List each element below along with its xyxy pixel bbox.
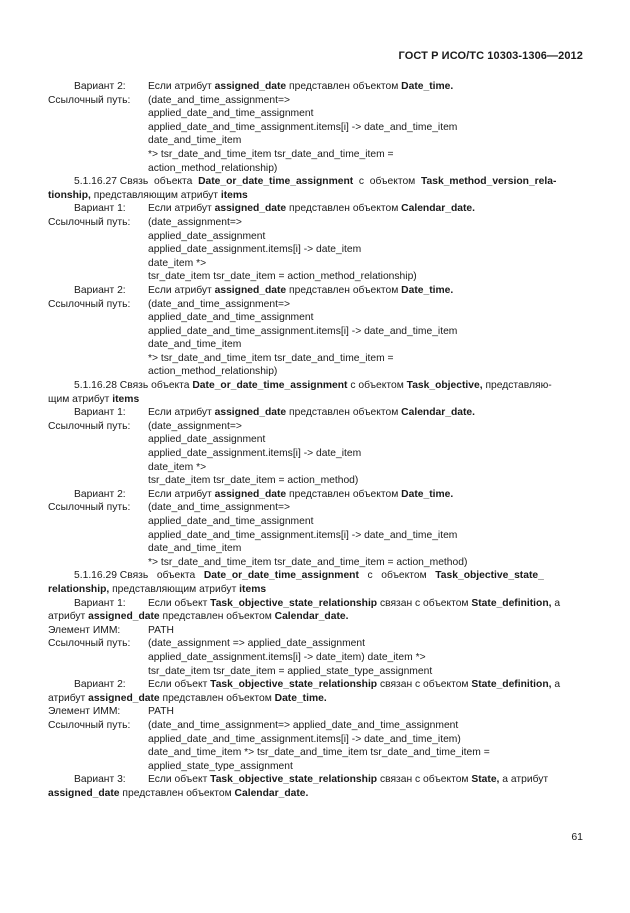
text-line bbox=[48, 202, 585, 216]
field-label: Вариант 3: bbox=[74, 774, 126, 786]
field-text: date_and_time_item bbox=[148, 543, 242, 555]
field-label: Элемент ИММ: bbox=[48, 624, 121, 636]
text-line bbox=[48, 257, 585, 271]
text-line bbox=[48, 284, 585, 298]
text-line bbox=[48, 365, 585, 379]
text-line bbox=[48, 107, 585, 121]
field-text: date_and_time_item bbox=[148, 135, 242, 147]
text-line bbox=[48, 637, 585, 651]
text-line bbox=[48, 230, 585, 244]
text-line bbox=[48, 148, 585, 162]
field-text: applied_date_and_time_assignment bbox=[148, 516, 314, 527]
field-text: Если атрибут assigned_date представлен объектом Date_time. bbox=[148, 81, 454, 92]
text-line bbox=[48, 556, 585, 570]
field-label: Ссылочный путь: bbox=[48, 94, 131, 106]
field-text: tsr_date_item tsr_date_item = applied_state_type_assignment bbox=[148, 665, 433, 677]
section-heading: 5.1.16.28 Связь объекта Date_or_date_time_assignment с объектом Task_objective, представляю- bbox=[74, 380, 552, 392]
text-line bbox=[48, 94, 585, 108]
text-line bbox=[48, 719, 585, 733]
field-text: (date_assignment => applied_date_assignment bbox=[148, 638, 365, 650]
text-line bbox=[48, 406, 585, 420]
field-text: date_and_time_item bbox=[148, 339, 242, 351]
field-label: Ссылочный путь: bbox=[48, 420, 131, 432]
document-header: ГОСТ Р ИСО/ТС 10303-1306—2012 bbox=[398, 50, 583, 62]
field-text: (date_assignment=> bbox=[148, 216, 242, 228]
section-heading: 5.1.16.27 Связь объекта Date_or_date_time_assignment с объектом Task_method_version_rela- bbox=[74, 176, 557, 188]
field-text: *> tsr_date_and_time_item tsr_date_and_time_item = bbox=[148, 352, 394, 364]
field-text: Если атрибут assigned_date представлен объектом Date_time. bbox=[148, 488, 454, 500]
field-label: Ссылочный путь: bbox=[48, 502, 131, 514]
text-line bbox=[48, 243, 585, 257]
field-text: PATH bbox=[148, 706, 174, 718]
text-line bbox=[48, 298, 585, 312]
document-body bbox=[48, 80, 585, 800]
text-line bbox=[48, 705, 585, 719]
field-text: applied_date_and_time_assignment.items[i] -> date_and_time_item bbox=[148, 325, 458, 337]
text-line bbox=[48, 352, 585, 366]
field-label: Вариант 2: bbox=[74, 284, 126, 296]
field-text: applied_date_assignment bbox=[148, 434, 266, 446]
text-line bbox=[48, 325, 585, 339]
field-text: (date_assignment=> bbox=[148, 420, 242, 432]
text-line bbox=[48, 80, 585, 94]
page-number: 61 bbox=[571, 831, 583, 843]
section-heading: 5.1.16.29 Связь объекта Date_or_date_time_assignment с объектом Task_objective_state_ bbox=[74, 570, 544, 582]
field-label: Вариант 1: bbox=[74, 597, 126, 609]
field-text: (date_and_time_assignment=> bbox=[148, 298, 290, 310]
field-text: PATH bbox=[148, 624, 174, 636]
text-line bbox=[48, 311, 585, 325]
field-text: (date_and_time_assignment=> bbox=[148, 502, 290, 514]
text-line bbox=[48, 121, 585, 135]
text-line bbox=[48, 597, 585, 611]
field-text: Если объект Task_objective_state_relationship связан с объектом State, а атрибут bbox=[148, 774, 549, 786]
field-text: applied_date_and_time_assignment bbox=[148, 312, 314, 324]
field-label: Вариант 2: bbox=[74, 679, 126, 691]
text-line bbox=[48, 529, 585, 543]
text-line bbox=[48, 447, 585, 461]
text-line bbox=[48, 162, 585, 176]
paragraph-continuation: tionship, представляющим атрибут items bbox=[48, 189, 248, 201]
field-text: action_method_relationship) bbox=[148, 366, 278, 378]
paragraph-continuation: атрибут assigned_date представлен объектом Date_time. bbox=[48, 692, 327, 704]
field-text: applied_state_type_assignment bbox=[148, 760, 293, 772]
paragraph-continuation: relationship, представляющим атрибут items bbox=[48, 583, 267, 595]
text-line bbox=[48, 515, 585, 529]
field-text: (date_and_time_assignment=> bbox=[148, 94, 290, 106]
text-line bbox=[48, 270, 585, 284]
field-text: applied_date_assignment.items[i] -> date_item bbox=[148, 244, 362, 256]
field-text: tsr_date_item tsr_date_item = action_method) bbox=[148, 475, 359, 487]
text-line bbox=[48, 420, 585, 434]
field-text: applied_date_and_time_assignment.items[i] -> date_and_time_item bbox=[148, 529, 458, 541]
text-line bbox=[48, 338, 585, 352]
field-label: Ссылочный путь: bbox=[48, 216, 131, 228]
text-line bbox=[48, 216, 585, 230]
text-line bbox=[48, 733, 585, 747]
field-label: Вариант 2: bbox=[74, 488, 126, 500]
text-line bbox=[48, 760, 585, 774]
field-label: Элемент ИММ: bbox=[48, 706, 121, 718]
field-text: applied_date_assignment.items[i] -> date_item bbox=[148, 448, 362, 460]
text-line bbox=[48, 624, 585, 638]
field-text: Если объект Task_objective_state_relationship связан с объектом State_definition, а bbox=[148, 679, 561, 691]
paragraph-continuation: щим атрибут items bbox=[48, 393, 140, 405]
field-text: tsr_date_item tsr_date_item = action_method_relationship) bbox=[148, 271, 417, 283]
field-text: action_method_relationship) bbox=[148, 162, 278, 174]
paragraph-continuation: атрибут assigned_date представлен объектом Calendar_date. bbox=[48, 611, 349, 623]
text-line bbox=[48, 542, 585, 556]
field-text: (date_and_time_assignment=> applied_date_and_time_assignment bbox=[148, 719, 459, 731]
text-line bbox=[48, 665, 585, 679]
field-text: applied_date_assignment bbox=[148, 230, 266, 242]
field-label: Вариант 2: bbox=[74, 81, 126, 92]
field-label: Вариант 1: bbox=[74, 203, 126, 215]
text-line bbox=[48, 134, 585, 148]
field-text: applied_date_and_time_assignment bbox=[148, 108, 314, 120]
field-text: Если атрибут assigned_date представлен объектом Calendar_date. bbox=[148, 407, 475, 419]
field-text: *> tsr_date_and_time_item tsr_date_and_time_item = bbox=[148, 148, 394, 160]
field-label: Вариант 1: bbox=[74, 407, 126, 419]
field-text: Если атрибут assigned_date представлен объектом Calendar_date. bbox=[148, 203, 475, 215]
text-line bbox=[48, 651, 585, 665]
field-label: Ссылочный путь: bbox=[48, 719, 131, 731]
field-text: date_item *> bbox=[148, 257, 207, 269]
field-text: applied_date_and_time_assignment.items[i] -> date_and_time_item bbox=[148, 121, 458, 133]
field-text: applied_date_and_time_assignment.items[i] -> date_and_time_item) bbox=[148, 733, 461, 745]
field-text: date_and_time_item *> tsr_date_and_time_item tsr_date_and_time_item = bbox=[148, 747, 490, 759]
field-text: date_item *> bbox=[148, 461, 207, 473]
text-line bbox=[48, 461, 585, 475]
text-line bbox=[48, 488, 585, 502]
field-text: *> tsr_date_and_time_item tsr_date_and_time_item = action_method) bbox=[148, 556, 468, 568]
text-line bbox=[48, 678, 585, 692]
paragraph-continuation: assigned_date представлен объектом Calendar_date. bbox=[48, 787, 309, 799]
text-line bbox=[48, 433, 585, 447]
field-text: applied_date_assignment.items[i] -> date_item) date_item *> bbox=[148, 651, 426, 663]
text-line bbox=[48, 746, 585, 760]
field-label: Ссылочный путь: bbox=[48, 638, 131, 650]
text-line bbox=[48, 501, 585, 515]
text-line bbox=[48, 474, 585, 488]
text-line bbox=[48, 773, 585, 787]
field-text: Если объект Task_objective_state_relationship связан с объектом State_definition, а bbox=[148, 597, 561, 609]
field-text: Если атрибут assigned_date представлен объектом Date_time. bbox=[148, 284, 454, 296]
field-label: Ссылочный путь: bbox=[48, 298, 131, 310]
